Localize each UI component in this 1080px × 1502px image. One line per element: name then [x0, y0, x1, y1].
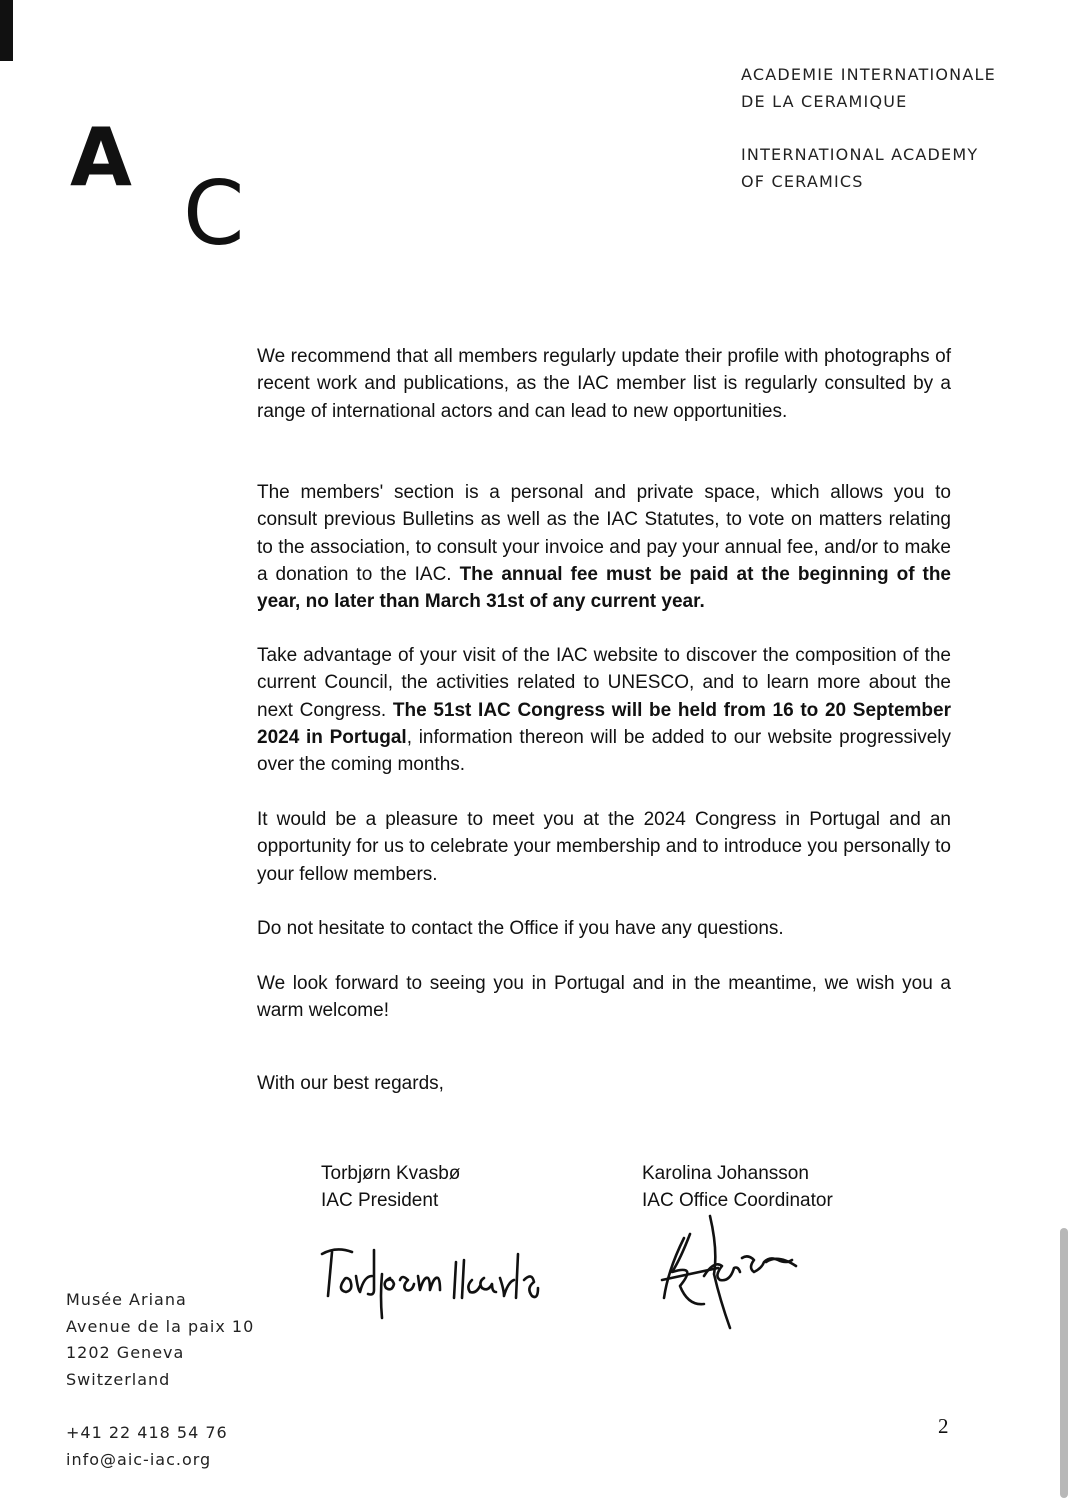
address-line-1: Musée Ariana [66, 1290, 187, 1309]
signer-title: IAC Office Coordinator [642, 1190, 833, 1211]
org-en-line-1: INTERNATIONAL ACADEMY [741, 145, 979, 164]
org-fr-line-1: ACADEMIE INTERNATIONALE [741, 65, 996, 84]
logo-letter-a: A [70, 111, 132, 204]
paragraph-profile-update: We recommend that all members regularly update their profile with photographs of recent work and publications, as the IAC member list is regularly consulted by a range of international actors and can lead to new opportunities. [257, 346, 951, 422]
p2-text: The members' section is a personal and private space, which allows you to consult previous Bulletins as well as the IAC Statutes, to vote on matters relating to the association, to consult your invoice and pay your annual fee, and/or to make a donation to the IAC. [257, 482, 951, 585]
signer-coordinator [642, 1160, 833, 1214]
signer-name: Karolina Johansson [642, 1163, 809, 1184]
logo-letter-i [0, 0, 13, 61]
address-line-3: 1202 Geneva [66, 1343, 185, 1362]
p2-fee-deadline: The annual fee must be paid at the beginning of the year, no later than March 31st of any current year. [257, 563, 951, 613]
p3-congress-dates: The 51st IAC Congress will be held from 16 to 20 September 2024 in Portugal [257, 699, 951, 748]
paragraph-website-congress [257, 642, 951, 778]
logo-letter-c: C [183, 162, 245, 265]
footer-email: info@aic-iac.org [66, 1449, 212, 1469]
org-en-line-2: OF CERAMICS [741, 172, 864, 191]
signer-name: Torbjørn Kvasbø [321, 1163, 461, 1184]
paragraph-meet-congress: It would be a pleasure to meet you at the 2024 Congress in Portugal and an opportunity for us to celebrate your membership and to introduce you personally to your fellow members. [257, 809, 951, 885]
address-line-4: Switzerland [66, 1369, 171, 1389]
paragraph-contact-office: Do not hesitate to contact the Office if you have any questions. [257, 918, 784, 939]
footer-phone: +41 22 418 54 76 [66, 1423, 228, 1442]
paragraph-welcome: We look forward to seeing you in Portugal and in the meantime, we wish you a warm welcome! [257, 973, 951, 1022]
signature-coordinator-icon [658, 1210, 808, 1335]
signer-president [321, 1160, 460, 1214]
signer-title: IAC President [321, 1190, 439, 1211]
footer-address [66, 1287, 254, 1393]
signature-president-icon [318, 1240, 543, 1330]
org-name-english [741, 141, 978, 195]
org-fr-line-2: DE LA CERAMIQUE [741, 92, 908, 111]
page-number: 2 [938, 1414, 949, 1438]
address-line-2: Avenue de la paix 10 [66, 1316, 255, 1336]
org-name-french [741, 61, 996, 115]
scrollbar[interactable] [1060, 1228, 1068, 1498]
closing-regards: With our best regards, [257, 1073, 444, 1094]
paragraph-members-section [257, 479, 951, 615]
p3-text-a: Take advantage of your visit of the IAC website to discover the composition of the current Council, the activities related to UNESCO, and to learn more about the next Congress. [257, 645, 951, 721]
p3-text-b: , information thereon will be added to our website progressively over the coming months. [257, 726, 951, 776]
footer-contact [66, 1420, 228, 1473]
